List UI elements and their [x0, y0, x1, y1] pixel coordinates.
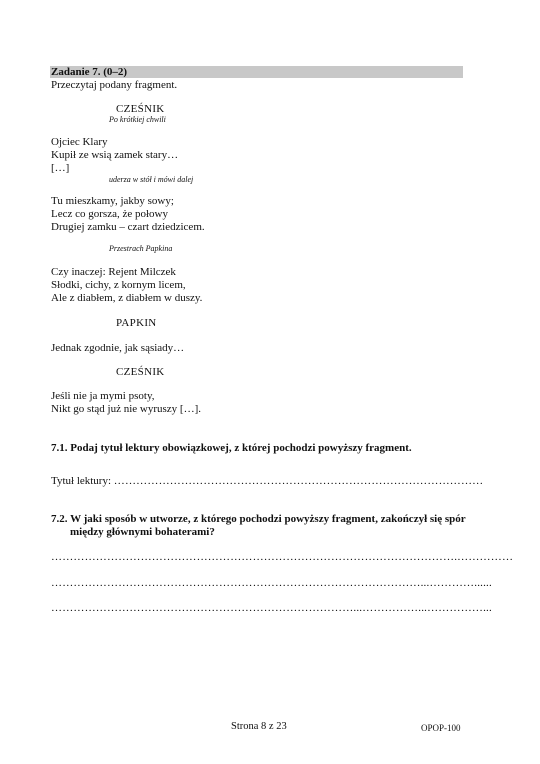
- verse-line: Drugiej zamku – czart dziedzicem.: [51, 221, 205, 233]
- page-number: Strona 8 z 23: [231, 721, 287, 732]
- verse-line: Jeśli nie ja mymi psoty,: [51, 390, 155, 402]
- verse-line: Tu mieszkamy, jakby sowy;: [51, 195, 174, 207]
- question-text: Podaj tytuł lektury obowiązkowej, z której pochodzi powyższy fragment.: [70, 442, 412, 454]
- answer-dotted-line[interactable]: ………………………………………………………………………………………...…………......: [51, 577, 492, 589]
- question-text: W jaki sposób w utworze, z którego pochodzi powyższy fragment, zakończył się spór: [70, 513, 466, 525]
- answer-dotted-line[interactable]: ……………………………………………………………………………………………….……………: [51, 551, 514, 563]
- stage-direction: Przestrach Papkina: [109, 244, 173, 253]
- verse-line: Lecz co gorsza, że połowy: [51, 208, 168, 220]
- speaker-label: CZEŚNIK: [116, 103, 165, 115]
- verse-line: Ojciec Klary: [51, 136, 108, 148]
- stage-direction: uderza w stół i mówi dalej: [109, 175, 194, 184]
- question-number: 7.1.: [51, 442, 68, 454]
- answer-label: Tytuł lektury:: [51, 475, 114, 487]
- verse-line: Jednak zgodnie, jak sąsiady…: [51, 342, 185, 354]
- verse-line: Kupił ze wsią zamek stary…: [51, 149, 179, 161]
- speaker-label: PAPKIN: [116, 317, 157, 329]
- task-title: Zadanie 7. (0–2): [51, 66, 128, 78]
- stage-direction: Po krótkiej chwili: [109, 115, 166, 124]
- verse-line: […]: [51, 162, 70, 174]
- answer-dotted-line[interactable]: ………………………………………………………………………………………: [113, 475, 484, 487]
- exam-code: OPOP-100: [421, 723, 461, 733]
- question-7-2-line-2: między głównymi bohaterami?: [70, 526, 215, 538]
- task-instruction: Przeczytaj podany fragment.: [51, 79, 178, 91]
- verse-line: Czy inaczej: Rejent Milczek: [51, 266, 176, 278]
- verse-line: Ale z diabłem, z diabłem w duszy.: [51, 292, 203, 304]
- verse-line: Słodki, cichy, z kornym licem,: [51, 279, 186, 291]
- question-7-1: [51, 441, 412, 455]
- answer-dotted-line[interactable]: ………………………………………………………………………...……………...……………...: [51, 602, 492, 614]
- verse-line: Nikt go stąd już nie wyruszy […].: [51, 403, 201, 415]
- speaker-label: CZEŚNIK: [116, 366, 165, 378]
- question-7-2-line-1: [51, 512, 466, 526]
- question-number: 7.2.: [51, 513, 68, 525]
- answer-field-title[interactable]: [51, 474, 483, 488]
